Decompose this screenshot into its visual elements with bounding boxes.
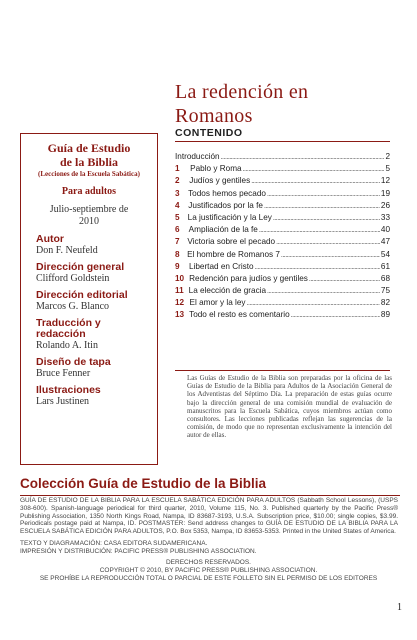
contents-heading: CONTENIDO <box>175 127 243 139</box>
legal-line: TEXTO Y DIAGRAMACIÓN: CASA EDITORA SUDAMERICANA. <box>20 539 208 547</box>
toc-leader-dots <box>273 215 380 222</box>
editorial-note: Las Guías de Estudio de la Biblia son preparadas por la oficina de las Guías de Estudio de la Biblia para Adultos de la Asociación General de los Adventistas del Séptimo Día. La preparación de estas guías ocurre bajo la dirección general de una comisión mundial de evaluación de manuscritos para la Escuela Sabática, cuyos miembros actúan como consultores. Las lecciones publicadas reflejan las sugerencias de la comisión, de modo que no representan exclusivamente la intención del autor de ellas. <box>187 374 392 440</box>
toc-page-number: 26 <box>380 200 390 210</box>
contents-bottom-rule <box>175 370 390 371</box>
toc-title: El amor y la ley <box>189 298 246 308</box>
toc-leader-dots <box>255 264 380 271</box>
toc-entry[interactable] <box>175 298 390 310</box>
toc-leader-dots <box>259 227 380 234</box>
toc-page-number: 40 <box>380 225 390 235</box>
toc-title: Ampliación de la fe <box>188 225 258 235</box>
legal-line: IMPRESIÓN Y DISTRIBUCIÓN: PACIFIC PRESS® PUBLISHING ASSOCIATION. <box>20 547 257 555</box>
credit-label: Ilustraciones <box>36 384 101 396</box>
toc-entry[interactable] <box>175 250 390 262</box>
toc-leader-dots <box>221 154 385 161</box>
toc-title: Todo el resto es comentario <box>189 310 290 320</box>
toc-leader-dots <box>291 312 380 319</box>
toc-leader-dots <box>309 276 380 283</box>
credit-label: Diseño de tapa <box>36 356 111 368</box>
toc-title: La justificación y la Ley <box>187 212 272 222</box>
toc-page-number: 47 <box>380 237 390 247</box>
toc-entry[interactable] <box>175 225 390 237</box>
credit-label: Autor <box>36 233 64 245</box>
credit-name: Clifford Goldstein <box>36 273 110 284</box>
sidebar-title-1: Guía de Estudio <box>47 141 131 155</box>
toc-title: El hombre de Romanos 7 <box>187 249 280 259</box>
toc-leader-dots <box>267 191 380 198</box>
copyright-line: COPYRIGHT © 2010, BY PACIFIC PRESS® PUBLISHING ASSOCIATION. <box>99 566 318 574</box>
toc-lesson-number: 4 <box>175 200 180 210</box>
toc-page-number: 19 <box>380 188 390 198</box>
toc-title: Justificados por la fe <box>188 200 263 210</box>
toc-lesson-number: 10 <box>175 273 185 283</box>
credit-label: Traducción y redacción <box>36 317 101 340</box>
toc-title: Introducción <box>175 152 220 161</box>
credits-sidebar <box>20 133 158 465</box>
toc-title: La elección de gracia <box>188 286 267 296</box>
toc-page-number: 5 <box>385 164 390 174</box>
toc-title: Libertad en Cristo <box>188 261 254 271</box>
toc-page-number: 82 <box>380 298 390 308</box>
rights-line: DERECHOS RESERVADOS. <box>165 559 251 566</box>
toc-entry[interactable] <box>175 286 390 298</box>
toc-lesson-number: 7 <box>175 237 180 247</box>
toc-lesson-number: 8 <box>175 249 180 259</box>
toc-entry[interactable] <box>175 189 390 201</box>
toc-page-number: 54 <box>380 249 390 259</box>
toc-lesson-number: 12 <box>175 298 185 308</box>
collection-rule <box>20 495 400 496</box>
page-number: 1 <box>397 602 402 613</box>
toc-page-number: 33 <box>380 212 390 222</box>
toc-page-number: 12 <box>380 176 390 186</box>
toc-lesson-number: 1 <box>175 164 180 174</box>
credit-name: Marcos G. Blanco <box>36 301 110 312</box>
sidebar-period-1: Julio-septiembre de <box>49 204 129 215</box>
toc-entry[interactable] <box>175 262 390 274</box>
credit-label: Dirección editorial <box>36 289 128 301</box>
credit-name: Rolando A. Itin <box>36 340 98 351</box>
toc-entry[interactable] <box>175 237 390 249</box>
sidebar-title-2: de la Biblia <box>59 155 118 169</box>
toc-leader-dots <box>264 203 380 210</box>
credit-label: Dirección general <box>36 261 125 273</box>
toc-leader-dots <box>276 239 380 246</box>
copyright-block <box>0 559 417 582</box>
legal-paragraph: GUÍA DE ESTUDIO DE LA BIBLIA PARA LA ESCUELA SABÁTICA EDICIÓN PARA ADULTOS (Sabbath School Lessons), (USPS 308-600). Spanish-language periodical for third quarter, 2010, Volume 115, No. 3. Published quarterly by the Pacific Press® Publishing Association, 1350 North Kings Road, Nampa, ID 83687-3193, U.S.A. Subscription price, $10.00; single copies, $3.99. Periodicals postage paid at Nampa, ID. POSTMASTER: Send address changes to GUÍA DE ESTUDIO DE LA BIBLIA PARA LA ESCUELA SABÁTICA EDICIÓN PARA ADULTOS, P.O. Box 5353, Nampa, ID 83653-5353. Printed in the United States of America. <box>20 497 398 536</box>
toc-lesson-number: 9 <box>175 261 180 271</box>
toc-page-number: 89 <box>380 310 390 320</box>
toc-entry[interactable] <box>175 164 390 176</box>
toc-leader-dots <box>267 288 380 295</box>
toc-entry[interactable] <box>175 213 390 225</box>
contents-top-rule <box>175 141 390 142</box>
toc-entry[interactable] <box>175 310 390 322</box>
legal-notice <box>20 497 398 556</box>
credit-name: Don F. Neufeld <box>36 245 98 256</box>
toc-leader-dots <box>281 252 380 259</box>
collection-title: Colección Guía de Estudio de la Biblia <box>20 476 267 491</box>
sidebar-period-2: 2010 <box>79 216 99 227</box>
toc-lesson-number: 2 <box>175 176 180 186</box>
toc-lesson-number: 6 <box>175 225 180 235</box>
table-of-contents <box>175 152 390 323</box>
toc-page-number: 75 <box>380 286 390 296</box>
toc-title: Victoria sobre el pecado <box>187 237 276 247</box>
sidebar-subtitle: (Lecciones de la Escuela Sabática) <box>38 170 140 178</box>
toc-title: Redención para judíos y gentiles <box>189 273 308 283</box>
toc-leader-dots <box>247 300 380 307</box>
toc-page-number: 68 <box>380 273 390 283</box>
credits-list <box>21 234 157 407</box>
toc-lesson-number: 3 <box>175 188 180 198</box>
toc-entry[interactable] <box>175 176 390 188</box>
toc-title: Pablo y Roma <box>190 164 242 174</box>
page-title <box>175 80 405 128</box>
toc-title: Judíos y gentiles <box>189 176 251 186</box>
credit-name: Bruce Fenner <box>36 368 91 379</box>
toc-lesson-number: 5 <box>175 212 180 222</box>
credit-name: Lars Justinen <box>36 396 90 407</box>
toc-title: Todos hemos pecado <box>188 188 266 198</box>
reproduction-line: SE PROHÍBE LA REPRODUCCIÓN TOTAL O PARCIAL DE ESTE FOLLETO SIN EL PERMISO DE LOS EDITORES <box>39 574 378 582</box>
toc-entry[interactable] <box>175 274 390 286</box>
sidebar-audience: Para adultos <box>61 186 117 197</box>
title-line-2: Romanos <box>175 105 253 127</box>
toc-entry[interactable] <box>175 152 390 164</box>
toc-entry[interactable] <box>175 201 390 213</box>
toc-leader-dots <box>251 178 380 185</box>
toc-page-number: 61 <box>380 261 390 271</box>
toc-lesson-number: 13 <box>175 310 185 320</box>
toc-page-number: 2 <box>385 152 390 161</box>
toc-lesson-number: 11 <box>175 286 184 296</box>
title-line-1: La redención en <box>175 81 309 103</box>
toc-leader-dots <box>243 166 385 173</box>
